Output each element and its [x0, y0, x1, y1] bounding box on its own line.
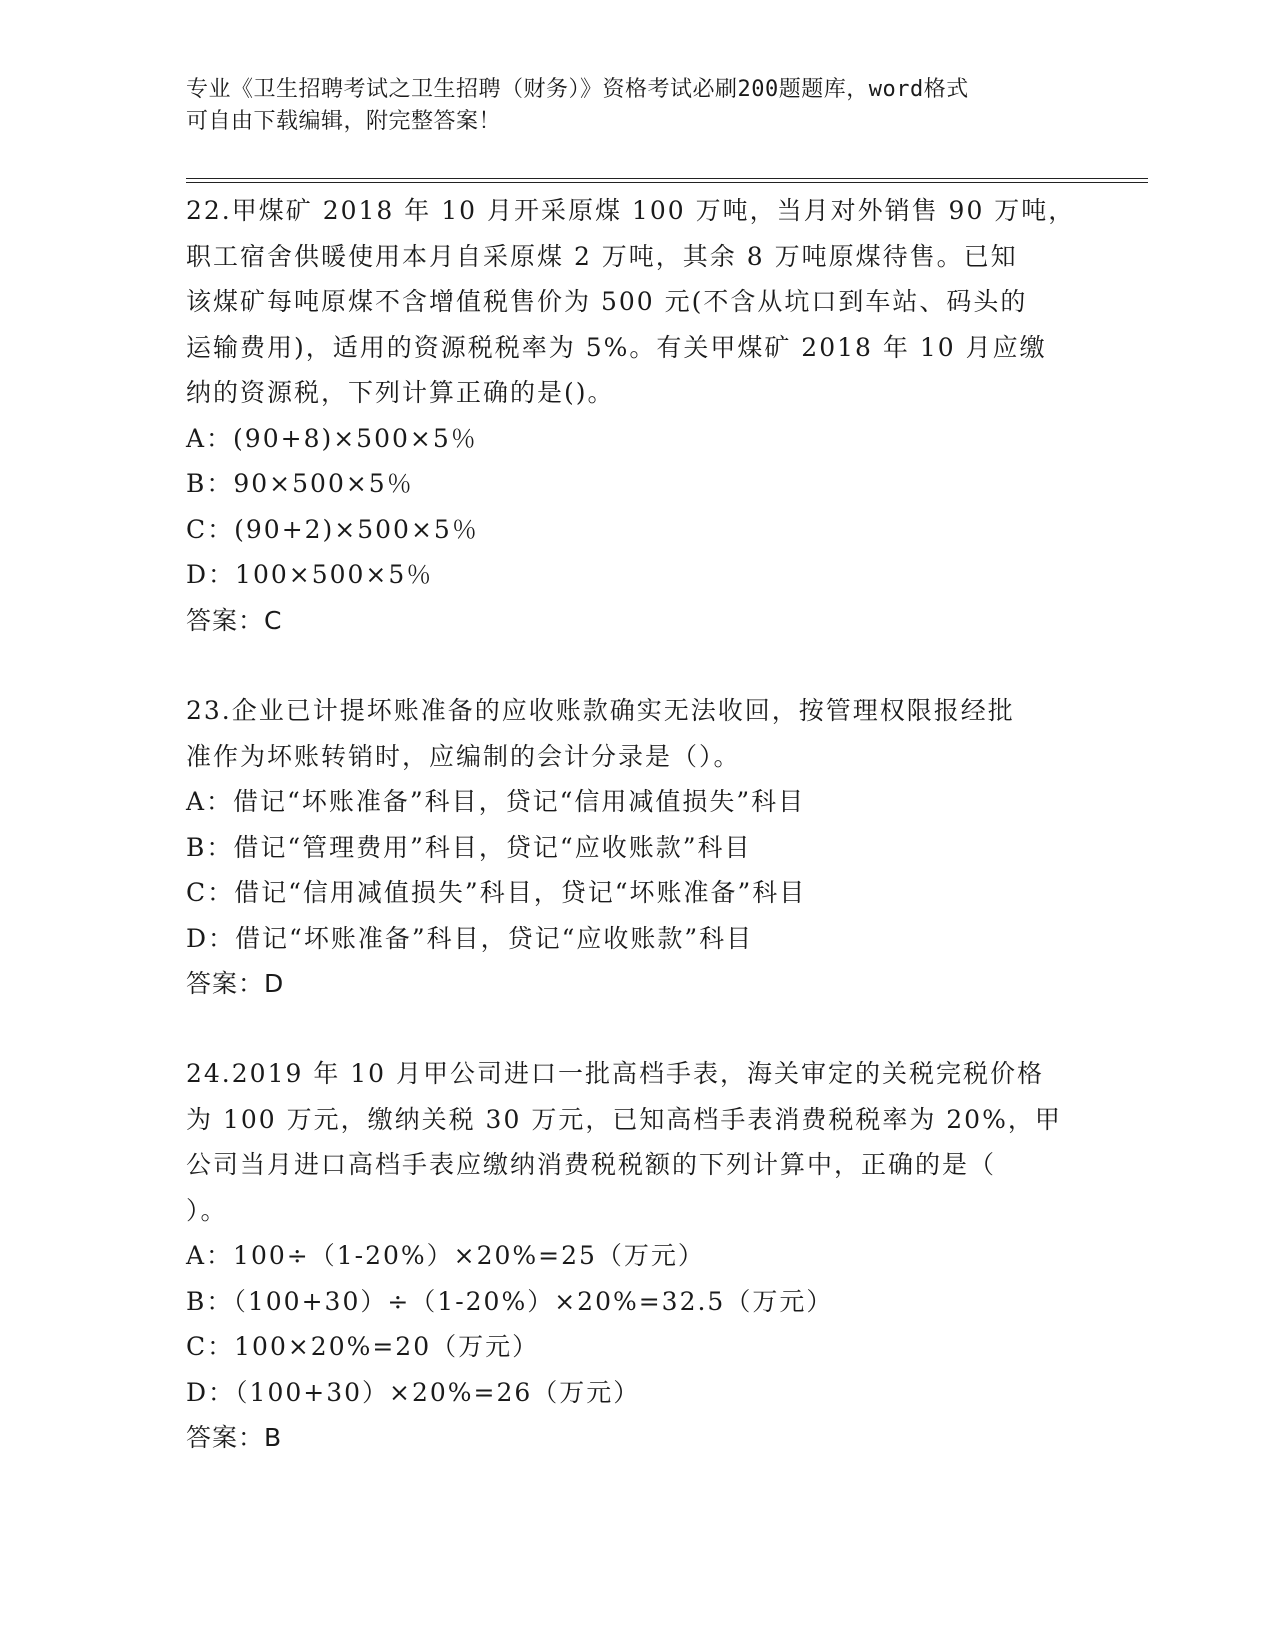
question-stem-line: ）。	[186, 1195, 228, 1225]
question-stem-line: 22.甲煤矿 2018 年 10 月开采原煤 100 万吨，当月对外销售 90 万吨，	[186, 196, 1076, 225]
option-b: B：90×500×5％	[186, 469, 414, 498]
option-d: D：（100+30）×20%=26（万元）	[186, 1377, 641, 1407]
document-header	[186, 74, 1086, 138]
question-23	[186, 688, 1086, 1007]
option-b: B：借记“管理费用”科目，贷记“应收账款”科目	[186, 832, 752, 862]
question-stem-line: 纳的资源税，下列计算正确的是()。	[186, 378, 615, 407]
header-divider-top	[186, 178, 1148, 179]
option-c: C：借记“信用减值损失”科目，贷记“坏账准备”科目	[186, 878, 807, 907]
option-d: D：借记“坏账准备”科目，贷记“应收账款”科目	[186, 923, 754, 953]
answer-line: 答案：D	[186, 969, 285, 998]
header-line-1: 专业《卫生招聘考试之卫生招聘（财务）》资格考试必刷200题题库，word格式	[186, 77, 969, 102]
question-stem-line: 公司当月进口高档手表应缴纳消费税税额的下列计算中，正确的是（	[186, 1150, 997, 1179]
option-a: A：(90+8)×500×5％	[186, 423, 478, 453]
option-c: C：(90+2)×500×5％	[186, 514, 479, 544]
header-divider-bottom	[186, 182, 1148, 183]
option-a: A：100÷（1-20%）×20%=25（万元）	[186, 1241, 705, 1270]
option-d: D：100×500×5％	[186, 560, 434, 589]
question-stem-line: 准作为坏账转销时，应编制的会计分录是（）。	[186, 741, 741, 771]
answer-line: 答案：C	[186, 605, 283, 635]
question-22	[186, 188, 1086, 643]
question-stem-line: 运输费用)，适用的资源税税率为 5%。有关甲煤矿 2018 年 10 月应缴	[186, 332, 1047, 362]
option-a: A：借记“坏账准备”科目，贷记“信用减值损失”科目	[186, 787, 806, 816]
question-stem-line: 为 100 万元，缴纳关税 30 万元，已知高档手表消费税税率为 20%，甲	[186, 1104, 1062, 1134]
question-stem-line: 该煤矿每吨原煤不含增值税售价为 500 元(不含从坑口到车站、码头的	[186, 287, 1028, 316]
question-stem-line: 24.2019 年 10 月甲公司进口一批高档手表，海关审定的关税完税价格	[186, 1059, 1045, 1088]
question-24	[186, 1051, 1086, 1461]
answer-line: 答案：B	[186, 1423, 283, 1452]
option-b: B：（100+30）÷（1-20%）×20%=32.5（万元）	[186, 1286, 834, 1316]
question-stem-line: 23.企业已计提坏账准备的应收账款确实无法收回，按管理权限报经批	[186, 696, 1015, 725]
option-c: C：100×20%=20（万元）	[186, 1332, 540, 1361]
header-line-2: 可自由下载编辑，附完整答案！	[186, 109, 502, 134]
question-stem-line: 职工宿舍供暖使用本月自采原煤 2 万吨，其余 8 万吨原煤待售。已知	[186, 241, 1018, 271]
